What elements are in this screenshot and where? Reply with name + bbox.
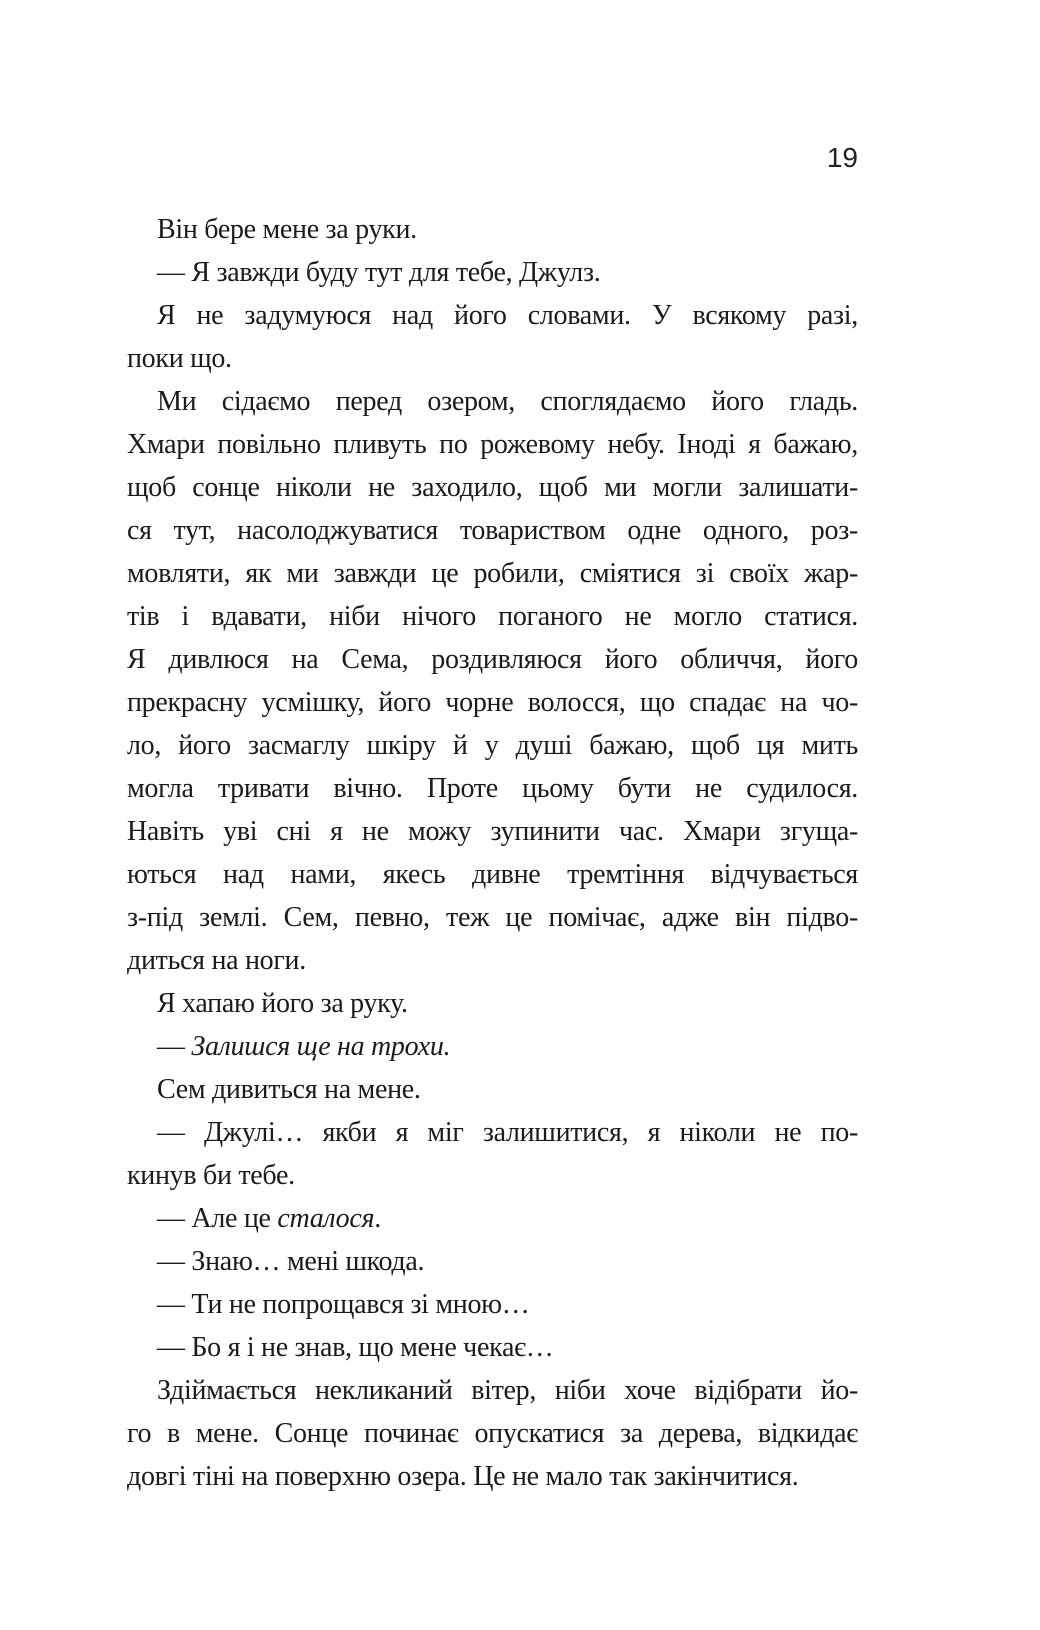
text-segment: Я хапаю його за руку. xyxy=(157,988,408,1019)
text-segment: — Я завжди буду тут для тебе, Джулз. xyxy=(157,257,601,288)
text-segment: щоб сонце ніколи не заходило, щоб ми могли залишати- xyxy=(127,472,858,503)
text-segment: прекрасну усмішку, його чорне волосся, що спадає на чо- xyxy=(127,687,858,718)
text-segment: довгі тіні на поверхню озера. Це не мало так закінчитися. xyxy=(127,1461,799,1492)
text-segment: Сем дивиться на мене. xyxy=(157,1074,421,1105)
text-segment: Я дивлюся на Сема, роздивляюся його обличчя, його xyxy=(127,644,858,675)
text-line xyxy=(127,208,858,251)
text-segment: Здіймається некликаний вітер, ніби хоче відібрати йо- xyxy=(157,1375,858,1406)
text-line xyxy=(127,380,858,423)
text-segment: мовляти, як ми завжди це робили, сміятися зі своїх жар- xyxy=(127,558,858,589)
text-block xyxy=(127,208,858,1498)
text-segment: Навіть уві сні я не можу зупинити час. Хмари згуща- xyxy=(127,816,858,847)
text-segment: Хмари повільно пливуть по рожевому небу. Іноді я бажаю, xyxy=(127,429,858,460)
text-line xyxy=(127,1111,858,1154)
text-line xyxy=(127,1025,858,1068)
text-line xyxy=(127,423,858,466)
text-segment: ються над нами, якесь дивне тремтіння відчувається xyxy=(127,859,858,890)
text-segment: Я не задумуюся над його словами. У всякому разі, xyxy=(157,300,858,331)
text-line xyxy=(127,1240,858,1283)
text-segment: з-під землі. Сем, певно, теж це помічає, адже він підво- xyxy=(127,902,858,933)
text-line xyxy=(127,1455,858,1498)
text-segment: диться на ноги. xyxy=(127,945,306,976)
text-segment: поки що. xyxy=(127,343,232,374)
text-segment: могла тривати вічно. Проте цьому бути не судилося. xyxy=(127,773,858,804)
text-line xyxy=(127,595,858,638)
text-segment: ло, його засмаглу шкіру й у душі бажаю, щоб ця мить xyxy=(127,730,858,761)
text-line xyxy=(127,810,858,853)
text-line xyxy=(127,1197,858,1240)
text-line xyxy=(127,681,858,724)
text-segment: — Бо я і не знав, що мене чекає… xyxy=(157,1332,554,1363)
text-line xyxy=(127,552,858,595)
text-line xyxy=(127,1283,858,1326)
text-segment: кинув би тебе. xyxy=(127,1160,295,1191)
text-segment: . xyxy=(374,1203,381,1234)
text-line xyxy=(127,1326,858,1369)
text-line xyxy=(127,896,858,939)
text-line xyxy=(127,337,858,380)
text-line xyxy=(127,1068,858,1111)
text-line xyxy=(127,1412,858,1455)
text-line xyxy=(127,982,858,1025)
text-segment: — Ти не попрощався зі мною… xyxy=(157,1289,530,1320)
text-line xyxy=(127,853,858,896)
text-line xyxy=(127,509,858,552)
text-segment: — Знаю… мені шкода. xyxy=(157,1246,425,1277)
text-line xyxy=(127,939,858,982)
text-segment: — Джулі… якби я міг залишитися, я ніколи не по- xyxy=(157,1117,858,1148)
text-line xyxy=(127,767,858,810)
text-segment: тів і вдавати, ніби нічого поганого не могло статися. xyxy=(127,601,858,632)
text-line xyxy=(127,466,858,509)
text-line xyxy=(127,251,858,294)
text-segment: — Але це xyxy=(157,1203,278,1234)
text-segment: — xyxy=(157,1031,192,1062)
page-number: 19 xyxy=(826,142,858,173)
italic-text-segment: сталося xyxy=(277,1203,375,1234)
text-segment: ся тут, насолоджуватися товариством одне одного, роз- xyxy=(127,515,858,546)
text-line xyxy=(127,724,858,767)
italic-text-segment: Залишся ще на трохи. xyxy=(191,1031,451,1062)
text-line xyxy=(127,294,858,337)
text-segment: Ми сідаємо перед озером, споглядаємо його гладь. xyxy=(157,386,858,417)
text-line xyxy=(127,638,858,681)
text-line xyxy=(127,1369,858,1412)
text-line xyxy=(127,1154,858,1197)
text-segment: го в мене. Сонце починає опускатися за дерева, відкидає xyxy=(127,1418,858,1449)
text-segment: Він бере мене за руки. xyxy=(157,214,417,245)
